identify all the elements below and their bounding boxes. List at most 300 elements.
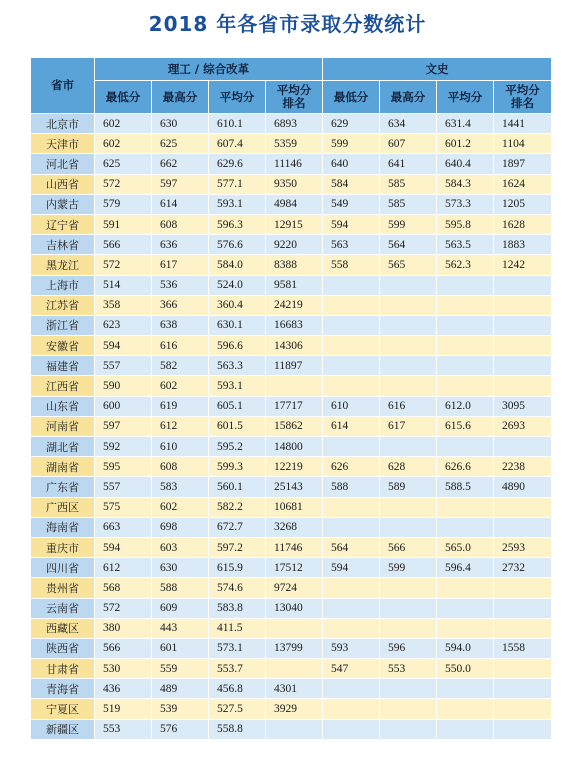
- cell-science-rank: 12219: [266, 457, 323, 477]
- cell-arts-rank: [494, 356, 552, 376]
- cell-arts-min: 584: [323, 174, 380, 194]
- cell-science-max: 539: [152, 699, 209, 719]
- cell-arts-avg: [437, 679, 494, 699]
- cell-science-min: 553: [95, 719, 152, 739]
- cell-arts-max: 553: [380, 659, 437, 679]
- cell-arts-rank: 1205: [494, 194, 552, 214]
- cell-arts-rank: [494, 659, 552, 679]
- cell-arts-avg: 631.4: [437, 114, 494, 134]
- cell-arts-min: 594: [323, 214, 380, 234]
- cell-science-min: 568: [95, 578, 152, 598]
- cell-science-avg: 596.3: [209, 214, 266, 234]
- cell-science-rank: [266, 618, 323, 638]
- cell-arts-rank: [494, 578, 552, 598]
- cell-science-min: 602: [95, 114, 152, 134]
- cell-province: 四川省: [31, 558, 95, 578]
- cell-science-rank: 13799: [266, 638, 323, 658]
- cell-science-rank: 14800: [266, 437, 323, 457]
- cell-arts-avg: [437, 336, 494, 356]
- cell-science-rank: 9581: [266, 275, 323, 295]
- cell-science-rank: [266, 659, 323, 679]
- cell-science-max: 559: [152, 659, 209, 679]
- cell-arts-min: 594: [323, 558, 380, 578]
- cell-science-max: 597: [152, 174, 209, 194]
- cell-arts-max: [380, 699, 437, 719]
- header-arts-rank: 平均分排名: [494, 81, 552, 114]
- cell-science-avg: 595.2: [209, 437, 266, 457]
- cell-science-max: 617: [152, 255, 209, 275]
- cell-province: 浙江省: [31, 315, 95, 335]
- cell-arts-max: 634: [380, 114, 437, 134]
- cell-province: 陕西省: [31, 638, 95, 658]
- table-row: [31, 437, 552, 457]
- cell-science-rank: 17717: [266, 396, 323, 416]
- cell-science-avg: 553.7: [209, 659, 266, 679]
- cell-science-avg: 583.8: [209, 598, 266, 618]
- cell-arts-min: 593: [323, 638, 380, 658]
- table-row: [31, 517, 552, 537]
- cell-arts-min: 564: [323, 537, 380, 557]
- cell-arts-min: [323, 578, 380, 598]
- cell-science-max: 625: [152, 134, 209, 154]
- cell-science-max: 443: [152, 618, 209, 638]
- header-science-min: 最低分: [95, 81, 152, 114]
- cell-science-rank: 16683: [266, 315, 323, 335]
- cell-arts-avg: 573.3: [437, 194, 494, 214]
- cell-science-avg: 629.6: [209, 154, 266, 174]
- cell-province: 河北省: [31, 154, 95, 174]
- cell-arts-rank: 1628: [494, 214, 552, 234]
- cell-science-avg: 630.1: [209, 315, 266, 335]
- cell-arts-avg: 612.0: [437, 396, 494, 416]
- cell-province: 内蒙古: [31, 194, 95, 214]
- cell-province: 黑龙江: [31, 255, 95, 275]
- cell-arts-min: [323, 699, 380, 719]
- cell-science-avg: 558.8: [209, 719, 266, 739]
- cell-science-min: 575: [95, 497, 152, 517]
- cell-science-rank: 13040: [266, 598, 323, 618]
- cell-arts-min: 558: [323, 255, 380, 275]
- cell-arts-max: [380, 517, 437, 537]
- cell-science-max: 536: [152, 275, 209, 295]
- cell-science-rank: 5359: [266, 134, 323, 154]
- cell-science-max: 616: [152, 336, 209, 356]
- cell-province: 福建省: [31, 356, 95, 376]
- header-science-max: 最高分: [152, 81, 209, 114]
- header-arts-avg: 平均分: [437, 81, 494, 114]
- cell-arts-max: 599: [380, 214, 437, 234]
- cell-science-rank: 3268: [266, 517, 323, 537]
- cell-arts-rank: [494, 618, 552, 638]
- cell-arts-min: 640: [323, 154, 380, 174]
- cell-science-rank: [266, 376, 323, 396]
- cell-science-min: 595: [95, 457, 152, 477]
- cell-arts-rank: [494, 497, 552, 517]
- header-province: 省市: [31, 58, 95, 114]
- cell-science-avg: 610.1: [209, 114, 266, 134]
- cell-science-max: 630: [152, 114, 209, 134]
- cell-arts-rank: 1624: [494, 174, 552, 194]
- cell-arts-rank: [494, 376, 552, 396]
- cell-arts-rank: 2732: [494, 558, 552, 578]
- cell-science-min: 519: [95, 699, 152, 719]
- cell-arts-max: 565: [380, 255, 437, 275]
- table-row: [31, 315, 552, 335]
- cell-province: 天津市: [31, 134, 95, 154]
- cell-science-min: 530: [95, 659, 152, 679]
- cell-science-max: 608: [152, 457, 209, 477]
- cell-province: 安徽省: [31, 336, 95, 356]
- cell-arts-min: [323, 275, 380, 295]
- cell-science-min: 591: [95, 214, 152, 234]
- cell-arts-avg: [437, 719, 494, 739]
- table-body: [31, 114, 552, 740]
- cell-arts-rank: 3095: [494, 396, 552, 416]
- cell-province: 宁夏区: [31, 699, 95, 719]
- table-row: [31, 679, 552, 699]
- cell-science-min: 572: [95, 255, 152, 275]
- cell-science-min: 572: [95, 174, 152, 194]
- cell-arts-avg: 565.0: [437, 537, 494, 557]
- cell-province: 云南省: [31, 598, 95, 618]
- cell-province: 河南省: [31, 416, 95, 436]
- cell-science-rank: 17512: [266, 558, 323, 578]
- cell-arts-avg: [437, 618, 494, 638]
- table-row: [31, 659, 552, 679]
- cell-arts-min: [323, 719, 380, 739]
- cell-arts-max: [380, 315, 437, 335]
- cell-science-rank: 15862: [266, 416, 323, 436]
- table-row: [31, 578, 552, 598]
- cell-arts-min: [323, 356, 380, 376]
- cell-arts-min: [323, 336, 380, 356]
- cell-arts-rank: 2593: [494, 537, 552, 557]
- cell-arts-rank: 1104: [494, 134, 552, 154]
- cell-science-max: 636: [152, 235, 209, 255]
- cell-arts-min: [323, 618, 380, 638]
- table-row: [31, 336, 552, 356]
- cell-arts-rank: [494, 437, 552, 457]
- cell-science-min: 594: [95, 537, 152, 557]
- cell-province: 青海省: [31, 679, 95, 699]
- cell-arts-avg: 584.3: [437, 174, 494, 194]
- cell-province: 重庆市: [31, 537, 95, 557]
- cell-science-avg: 601.5: [209, 416, 266, 436]
- table-row: [31, 376, 552, 396]
- cell-arts-min: [323, 315, 380, 335]
- cell-arts-rank: [494, 315, 552, 335]
- cell-province: 贵州省: [31, 578, 95, 598]
- cell-arts-max: 589: [380, 477, 437, 497]
- cell-province: 广东省: [31, 477, 95, 497]
- header-arts-min: 最低分: [323, 81, 380, 114]
- cell-science-min: 514: [95, 275, 152, 295]
- cell-science-rank: 11746: [266, 537, 323, 557]
- cell-science-rank: 4984: [266, 194, 323, 214]
- cell-province: 新疆区: [31, 719, 95, 739]
- cell-arts-rank: [494, 336, 552, 356]
- cell-province: 湖南省: [31, 457, 95, 477]
- cell-arts-min: [323, 598, 380, 618]
- cell-science-rank: 10681: [266, 497, 323, 517]
- cell-science-rank: 11146: [266, 154, 323, 174]
- cell-arts-max: 585: [380, 194, 437, 214]
- cell-science-min: 594: [95, 336, 152, 356]
- cell-arts-max: [380, 497, 437, 517]
- cell-science-rank: 6893: [266, 114, 323, 134]
- cell-arts-rank: 1242: [494, 255, 552, 275]
- cell-arts-avg: [437, 437, 494, 457]
- cell-science-max: 638: [152, 315, 209, 335]
- cell-science-min: 625: [95, 154, 152, 174]
- cell-science-max: 603: [152, 537, 209, 557]
- cell-arts-min: [323, 497, 380, 517]
- cell-arts-avg: [437, 699, 494, 719]
- cell-science-max: 619: [152, 396, 209, 416]
- cell-arts-max: [380, 719, 437, 739]
- table-row: [31, 598, 552, 618]
- table-row: [31, 497, 552, 517]
- cell-science-max: 489: [152, 679, 209, 699]
- cell-science-avg: 560.1: [209, 477, 266, 497]
- cell-science-avg: 411.5: [209, 618, 266, 638]
- cell-science-min: 557: [95, 477, 152, 497]
- table-row: [31, 154, 552, 174]
- table-row: [31, 114, 552, 134]
- cell-science-max: 610: [152, 437, 209, 457]
- cell-science-avg: 582.2: [209, 497, 266, 517]
- cell-science-avg: 524.0: [209, 275, 266, 295]
- cell-province: 上海市: [31, 275, 95, 295]
- cell-science-avg: 605.1: [209, 396, 266, 416]
- cell-arts-max: [380, 679, 437, 699]
- table-row: [31, 255, 552, 275]
- header-arts-group: 文史: [323, 58, 552, 81]
- cell-province: 湖北省: [31, 437, 95, 457]
- cell-arts-min: 599: [323, 134, 380, 154]
- table-row: [31, 396, 552, 416]
- cell-science-avg: 577.1: [209, 174, 266, 194]
- cell-arts-min: 626: [323, 457, 380, 477]
- header-science-avg: 平均分: [209, 81, 266, 114]
- cell-science-min: 597: [95, 416, 152, 436]
- cell-arts-max: [380, 336, 437, 356]
- cell-science-avg: 615.9: [209, 558, 266, 578]
- table-row: [31, 618, 552, 638]
- cell-arts-avg: 601.2: [437, 134, 494, 154]
- table-row: [31, 356, 552, 376]
- cell-science-avg: 527.5: [209, 699, 266, 719]
- cell-arts-avg: 550.0: [437, 659, 494, 679]
- cell-arts-avg: 562.3: [437, 255, 494, 275]
- cell-science-min: 572: [95, 598, 152, 618]
- cell-arts-rank: 1558: [494, 638, 552, 658]
- cell-province: 北京市: [31, 114, 95, 134]
- cell-arts-min: 614: [323, 416, 380, 436]
- cell-science-rank: 9724: [266, 578, 323, 598]
- cell-science-avg: 563.3: [209, 356, 266, 376]
- cell-arts-max: [380, 275, 437, 295]
- cell-science-max: 602: [152, 376, 209, 396]
- cell-science-max: 576: [152, 719, 209, 739]
- table-row: [31, 537, 552, 557]
- cell-arts-min: 610: [323, 396, 380, 416]
- cell-arts-avg: [437, 578, 494, 598]
- cell-science-max: 662: [152, 154, 209, 174]
- cell-province: 吉林省: [31, 235, 95, 255]
- cell-arts-max: 585: [380, 174, 437, 194]
- cell-arts-max: 596: [380, 638, 437, 658]
- cell-arts-avg: 563.5: [437, 235, 494, 255]
- cell-science-max: 366: [152, 295, 209, 315]
- table-row: [31, 699, 552, 719]
- cell-arts-rank: 1883: [494, 235, 552, 255]
- cell-science-rank: 24219: [266, 295, 323, 315]
- cell-science-avg: 573.1: [209, 638, 266, 658]
- cell-arts-max: [380, 295, 437, 315]
- cell-province: 江苏省: [31, 295, 95, 315]
- cell-arts-rank: 1897: [494, 154, 552, 174]
- cell-arts-avg: [437, 295, 494, 315]
- cell-arts-min: 629: [323, 114, 380, 134]
- admission-scores-table: [30, 57, 552, 740]
- cell-arts-rank: 4890: [494, 477, 552, 497]
- cell-arts-avg: 596.4: [437, 558, 494, 578]
- cell-arts-avg: 615.6: [437, 416, 494, 436]
- cell-arts-max: [380, 598, 437, 618]
- table-row: [31, 295, 552, 315]
- cell-science-avg: 360.4: [209, 295, 266, 315]
- cell-province: 山西省: [31, 174, 95, 194]
- cell-science-max: 601: [152, 638, 209, 658]
- cell-arts-max: [380, 437, 437, 457]
- cell-science-avg: 574.6: [209, 578, 266, 598]
- cell-province: 广西区: [31, 497, 95, 517]
- cell-arts-max: 566: [380, 537, 437, 557]
- cell-arts-avg: 594.0: [437, 638, 494, 658]
- page-title: 2018 年各省市录取分数统计: [148, 12, 427, 36]
- cell-arts-avg: [437, 376, 494, 396]
- cell-arts-avg: [437, 315, 494, 335]
- table-row: [31, 275, 552, 295]
- header-arts-max: 最高分: [380, 81, 437, 114]
- cell-province: 甘肃省: [31, 659, 95, 679]
- cell-science-avg: 672.7: [209, 517, 266, 537]
- cell-arts-rank: [494, 295, 552, 315]
- cell-science-min: 592: [95, 437, 152, 457]
- cell-science-min: 358: [95, 295, 152, 315]
- cell-science-rank: 9350: [266, 174, 323, 194]
- cell-arts-min: [323, 295, 380, 315]
- cell-arts-min: [323, 437, 380, 457]
- cell-arts-max: 599: [380, 558, 437, 578]
- cell-arts-rank: [494, 517, 552, 537]
- cell-science-min: 623: [95, 315, 152, 335]
- cell-science-rank: 12915: [266, 214, 323, 234]
- table-row: [31, 214, 552, 234]
- cell-science-max: 630: [152, 558, 209, 578]
- table-row: [31, 416, 552, 436]
- cell-science-rank: 11897: [266, 356, 323, 376]
- cell-science-avg: 456.8: [209, 679, 266, 699]
- cell-arts-rank: [494, 699, 552, 719]
- cell-science-rank: 3929: [266, 699, 323, 719]
- table-row: [31, 174, 552, 194]
- cell-arts-max: 616: [380, 396, 437, 416]
- table-row: [31, 558, 552, 578]
- cell-arts-avg: [437, 517, 494, 537]
- cell-science-max: 588: [152, 578, 209, 598]
- cell-arts-rank: 2693: [494, 416, 552, 436]
- table-row: [31, 235, 552, 255]
- cell-science-rank: 4301: [266, 679, 323, 699]
- cell-science-rank: 25143: [266, 477, 323, 497]
- cell-arts-min: 547: [323, 659, 380, 679]
- cell-arts-min: [323, 376, 380, 396]
- cell-science-max: 582: [152, 356, 209, 376]
- header-science-group: 理工 / 综合改革: [95, 58, 323, 81]
- cell-science-min: 566: [95, 235, 152, 255]
- cell-arts-avg: [437, 497, 494, 517]
- cell-arts-avg: 640.4: [437, 154, 494, 174]
- cell-arts-max: 617: [380, 416, 437, 436]
- table-row: [31, 134, 552, 154]
- cell-science-min: 566: [95, 638, 152, 658]
- cell-arts-max: 564: [380, 235, 437, 255]
- cell-arts-min: 563: [323, 235, 380, 255]
- table-row: [31, 194, 552, 214]
- cell-science-max: 583: [152, 477, 209, 497]
- cell-science-max: 612: [152, 416, 209, 436]
- cell-arts-max: [380, 376, 437, 396]
- cell-arts-rank: [494, 275, 552, 295]
- cell-science-avg: 597.2: [209, 537, 266, 557]
- cell-science-min: 602: [95, 134, 152, 154]
- cell-science-min: 579: [95, 194, 152, 214]
- cell-science-avg: 576.6: [209, 235, 266, 255]
- cell-arts-avg: [437, 598, 494, 618]
- cell-science-avg: 599.3: [209, 457, 266, 477]
- cell-province: 西藏区: [31, 618, 95, 638]
- cell-arts-max: [380, 356, 437, 376]
- cell-science-max: 602: [152, 497, 209, 517]
- cell-arts-max: [380, 618, 437, 638]
- cell-arts-min: [323, 517, 380, 537]
- cell-arts-max: 628: [380, 457, 437, 477]
- table-row: [31, 638, 552, 658]
- cell-science-avg: 607.4: [209, 134, 266, 154]
- cell-science-avg: 593.1: [209, 194, 266, 214]
- cell-arts-rank: [494, 598, 552, 618]
- cell-science-avg: 593.1: [209, 376, 266, 396]
- cell-science-max: 698: [152, 517, 209, 537]
- cell-science-max: 609: [152, 598, 209, 618]
- cell-science-rank: 8388: [266, 255, 323, 275]
- cell-arts-avg: 626.6: [437, 457, 494, 477]
- cell-science-min: 612: [95, 558, 152, 578]
- table-row: [31, 457, 552, 477]
- cell-science-rank: [266, 719, 323, 739]
- cell-science-max: 614: [152, 194, 209, 214]
- cell-science-avg: 596.6: [209, 336, 266, 356]
- cell-province: 江西省: [31, 376, 95, 396]
- cell-province: 海南省: [31, 517, 95, 537]
- cell-arts-rank: [494, 679, 552, 699]
- cell-arts-min: 549: [323, 194, 380, 214]
- cell-arts-avg: [437, 275, 494, 295]
- cell-arts-avg: [437, 356, 494, 376]
- cell-arts-avg: 595.8: [437, 214, 494, 234]
